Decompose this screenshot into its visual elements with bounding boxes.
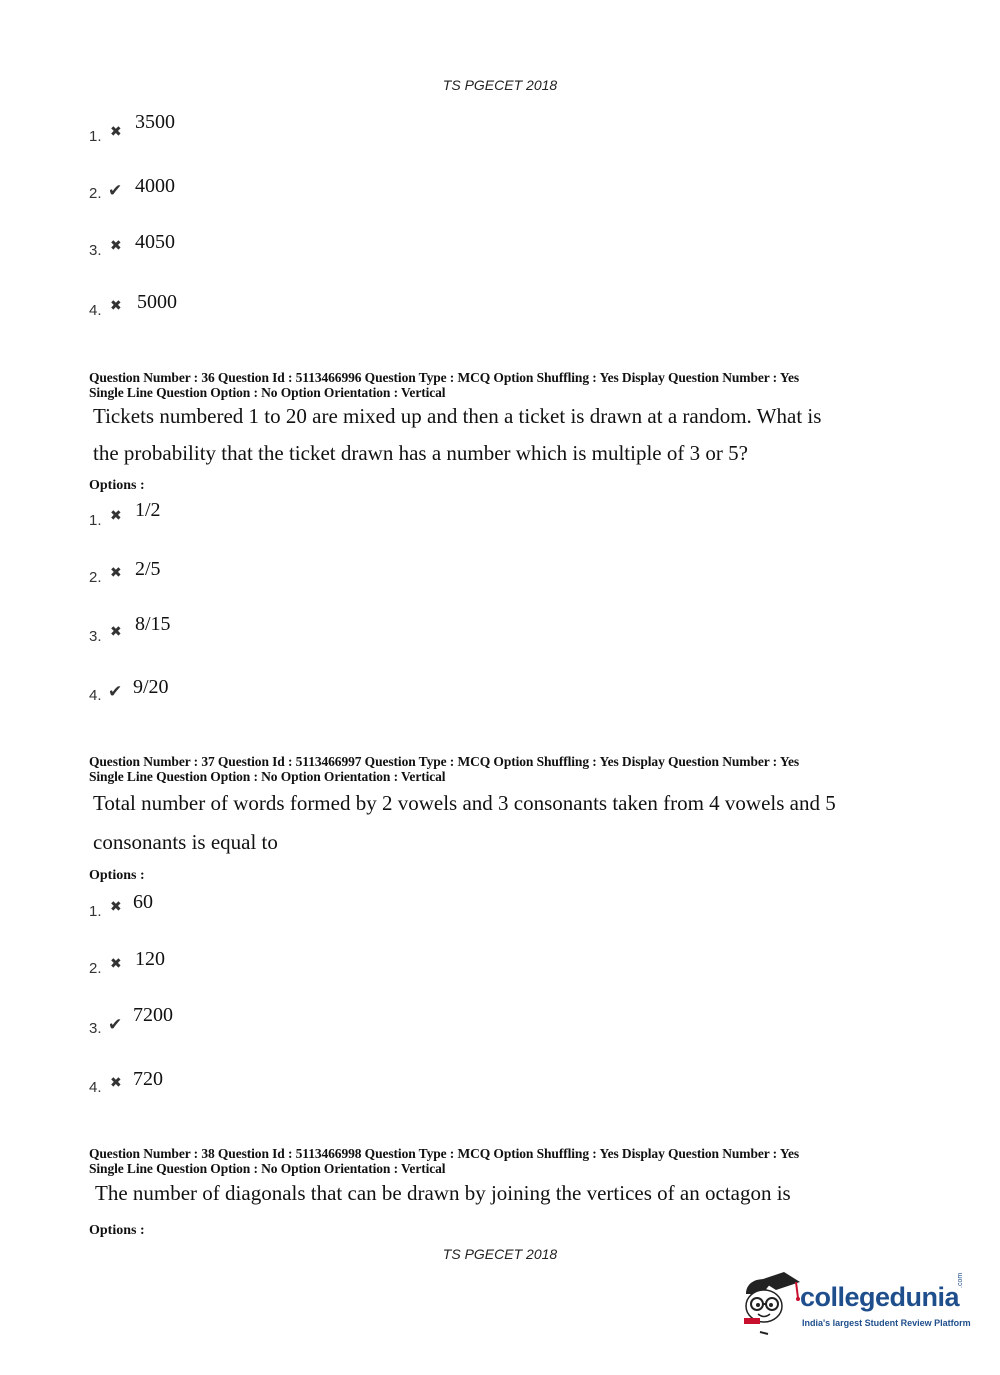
option-value: 720 [133, 1068, 163, 1090]
question-text: consonants is equal to [93, 830, 278, 854]
option-value: 5000 [137, 291, 177, 313]
option-number: 3. [89, 1020, 102, 1037]
option-value: 120 [135, 948, 165, 970]
option-number: 1. [89, 903, 102, 920]
wrong-mark-icon: ✖ [110, 566, 122, 581]
page-footer-header: TS PGECET 2018 [442, 1246, 558, 1262]
wrong-mark-icon: ✖ [110, 509, 122, 524]
question-text: Tickets numbered 1 to 20 are mixed up and then a ticket is drawn at a random. What is [93, 404, 822, 428]
option-value: 7200 [133, 1004, 173, 1026]
correct-mark-icon: ✔ [108, 1015, 123, 1034]
logo-suffix: .com [957, 1272, 964, 1288]
wrong-mark-icon: ✖ [110, 239, 122, 254]
option-number: 1. [89, 128, 102, 145]
option-value: 9/20 [133, 676, 169, 698]
option-number: 1. [89, 512, 102, 529]
correct-mark-icon: ✔ [108, 682, 123, 701]
options-label: Options : [89, 1223, 145, 1238]
question-text: The number of diagonals that can be drawn by joining the vertices of an octagon is [95, 1181, 791, 1205]
wrong-mark-icon: ✖ [110, 900, 122, 915]
wrong-mark-icon: ✖ [110, 1076, 122, 1091]
question-meta: Single Line Question Option : No Option Orientation : Vertical [89, 385, 446, 400]
question-meta: Single Line Question Option : No Option Orientation : Vertical [89, 1161, 446, 1176]
option-value: 4050 [135, 231, 175, 253]
option-number: 2. [89, 960, 102, 977]
question-meta: Question Number : 37 Question Id : 5113466997 Question Type : MCQ Option Shuffling : Yes Display Question Number : Yes [89, 754, 800, 769]
option-value: 1/2 [135, 499, 161, 521]
question-meta: Single Line Question Option : No Option Orientation : Vertical [89, 769, 446, 784]
page-header: TS PGECET 2018 [442, 77, 558, 93]
wrong-mark-icon: ✖ [110, 625, 122, 640]
option-value: 4000 [135, 175, 175, 197]
logo-tagline: India's largest Student Review Platform [802, 1318, 971, 1328]
wrong-mark-icon: ✖ [110, 299, 122, 314]
wrong-mark-icon: ✖ [110, 125, 122, 140]
logo-wordmark: collegedunia [800, 1282, 960, 1312]
option-number: 2. [89, 185, 102, 202]
mascot-icon [740, 1268, 802, 1338]
correct-mark-icon: ✔ [108, 181, 123, 200]
options-label: Options : [89, 478, 145, 493]
option-number: 4. [89, 687, 102, 704]
collegedunia-logo [740, 1268, 970, 1340]
wrong-mark-icon: ✖ [110, 957, 122, 972]
question-meta: Question Number : 38 Question Id : 5113466998 Question Type : MCQ Option Shuffling : Yes Display Question Number : Yes [89, 1146, 800, 1161]
option-number: 2. [89, 569, 102, 586]
option-value: 60 [133, 891, 153, 913]
option-value: 2/5 [135, 558, 161, 580]
question-meta: Question Number : 36 Question Id : 5113466996 Question Type : MCQ Option Shuffling : Yes Display Question Number : Yes [89, 370, 800, 385]
option-value: 3500 [135, 111, 175, 133]
option-number: 3. [89, 628, 102, 645]
option-number: 3. [89, 242, 102, 259]
option-number: 4. [89, 1079, 102, 1096]
question-text: the probability that the ticket drawn has a number which is multiple of 3 or 5? [93, 441, 748, 465]
question-text: Total number of words formed by 2 vowels and 3 consonants taken from 4 vowels and 5 [93, 791, 836, 815]
options-label: Options : [89, 868, 145, 883]
option-number: 4. [89, 302, 102, 319]
option-value: 8/15 [135, 613, 171, 635]
